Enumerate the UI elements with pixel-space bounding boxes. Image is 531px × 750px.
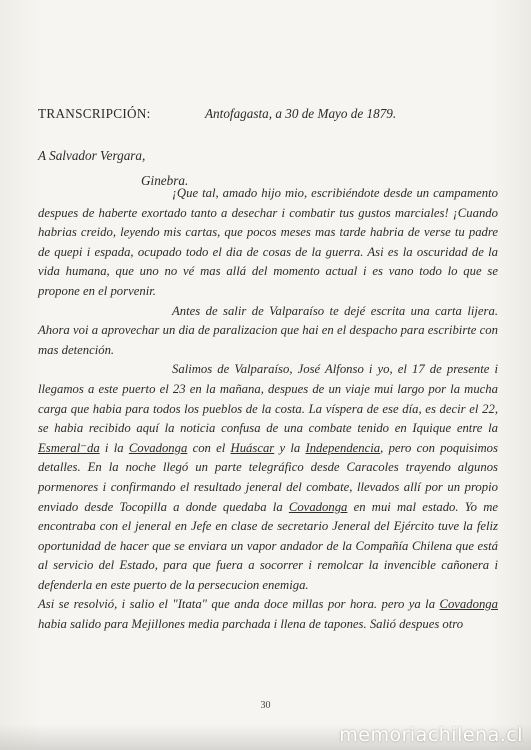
text-run: , pero con poquisimos detalles. En la noche llegó un parte telegráfico desde Caracoles trayendo algunos pormenores i confirmando el resultado jeneral del combate, llevados allí por un propio enviado desde Tocopilla a donde quedaba la [38,440,498,514]
text-run: habia salido para Mejillones media parchada i llena de tapones. Salió despues otro [38,617,464,632]
page-number: 30 [260,700,271,711]
text-run: Salimos de Valparaíso, José Alfonso i yo, el 17 de presente i llegamos a este puerto el 23 en la mañana, despues de un viaje mui largo por la mucha carga que habia para todos los pueblos de la costa. La víspera de ese día, es decir el 22, se habia recibido aquí la noticia confusa de una combate tenido en Iquique entre la [38,362,498,436]
text-run: Asi se resolvió, i salio el "Itata" que anda doce millas por hora. pero ya la [38,597,440,612]
ship-name-esmeralda: Esmeral⁻da [38,440,100,455]
ship-name-covadonga: Covadonga [128,440,188,455]
paragraph-1: ¡Que tal, amado hijo mio, escribiéndote desde un campamento despues de haberte exortado tanto a desechar i combatir tus gustos marciales! ¡Cuando habrias creido, leyendo mis cartas, que pocos meses mas tarde habria de verse tu padre de quepi i espada, ocupado todo el dia de cosas de la guerra. Asi es la oscuridad de la vida humana, que uno no vé mas allá del momento actual i es vano todo lo que se propone en el porvenir. [38,186,498,298]
ship-name-huascar: Huáscar [230,440,275,455]
ship-name-covadonga: Covadonga [288,499,348,514]
text-run: i la [99,440,129,455]
text-run: en mui mal estado. Yo me encontraba con el jeneral en Jefe en clase de secretario Jeneral del Ejército tuve la feliz oportunidad de hacer que se enviara un vapor andador de la Compañía Chilena que está al servicio del Estado, para que fuera a socorrer i remolcar la invencible cañonera i defenderla en este puerto de la persecucion enemiga. [38,499,498,592]
paragraph-2: Antes de salir de Valparaíso te dejé escrita una carta lijera. Ahora voi a aprovechar un dia de paralizacion que hai en el despacho para escribirte con mas detención. [38,303,498,357]
ship-name-independencia: Independencia [305,440,381,455]
watermark-text[interactable]: memoriachilena.cl [339,724,523,746]
salutation: A Salvador Vergara, [38,148,146,163]
place-date: Antofagasta, a 30 de Mayo de 1879. [205,106,397,121]
transcription-label: TRANSCRIPCIÓN: [38,106,151,121]
letter-header [38,106,498,126]
letter-body [38,184,498,635]
text-run: y la [274,440,306,455]
watermark-bar [0,724,531,750]
text-run: con el [187,440,231,455]
ship-name-covadonga: Covadonga [439,597,498,612]
recipient-city: Ginebra. [141,173,189,188]
paragraph-3 [38,360,498,595]
paragraph-4 [38,595,498,634]
